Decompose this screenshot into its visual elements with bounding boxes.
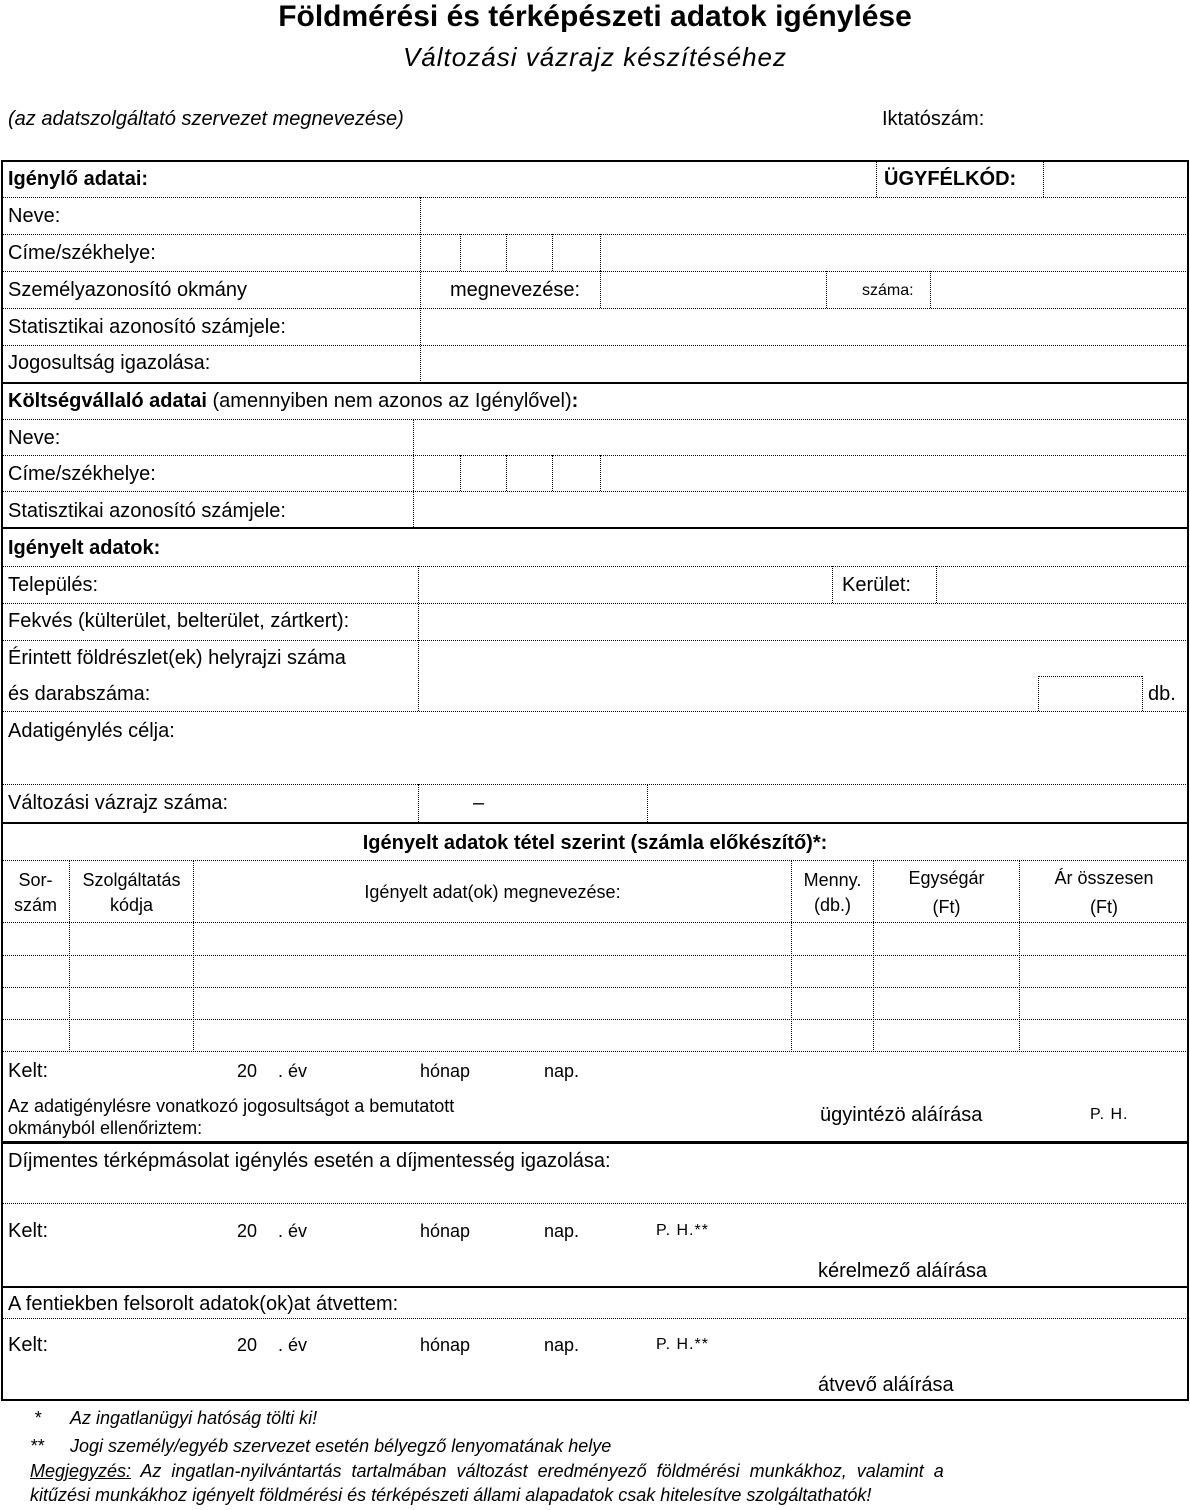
note-line1 — [30, 1461, 1075, 1482]
receipt-day-label: nap. — [544, 1335, 580, 1355]
col-serial-line2: szám — [13, 895, 57, 915]
applicant-stat-label: Statisztikai azonosító számjele: — [8, 316, 286, 338]
footnote-1-mark: * — [34, 1408, 42, 1428]
exemption-year-label: . év — [278, 1221, 308, 1241]
clerk-stamp-label: P. H. — [1090, 1106, 1129, 1123]
items-day-label: nap. — [544, 1061, 580, 1081]
receipt-stamp-label: P. H.** — [656, 1336, 709, 1353]
client-code-label: ÜGYFÉLKÓD: — [884, 168, 1017, 190]
items-month-label: hónap — [420, 1061, 471, 1081]
exemption-month-label: hónap — [420, 1221, 471, 1241]
applicant-heading: Igénylő adatai: — [8, 168, 149, 190]
exemption-year-prefix: 20 — [237, 1221, 258, 1241]
form-title: Földmérési és térképészeti adatok igénylése — [278, 0, 912, 33]
exemption-stamp-label: P. H.** — [656, 1222, 709, 1239]
payer-name-field[interactable] — [415, 421, 1186, 454]
col-quantity-line2: (db.) — [813, 895, 851, 915]
col-item-name: Igényelt adat(ok) megnevezése: — [364, 882, 621, 902]
sketch-number-label: Változási vázrajz száma: — [8, 792, 229, 814]
receipt-year-prefix: 20 — [237, 1335, 258, 1355]
id-document-label: Személyazonosító okmány — [8, 279, 248, 301]
col-total-line2: (Ft) — [1090, 897, 1118, 917]
items-year-prefix: 20 — [237, 1061, 258, 1081]
col-unit-price-line2: (Ft) — [932, 897, 961, 917]
payer-stat-label: Statisztikai azonosító számjele: — [8, 500, 286, 522]
pieces-unit: db. — [1148, 683, 1176, 705]
sketch-number-field[interactable] — [420, 786, 645, 820]
items-year-label: . év — [278, 1061, 308, 1081]
applicant-stat-field[interactable] — [422, 310, 1186, 343]
payer-heading-bold: Költségvállaló adatai — [8, 390, 207, 412]
receipt-month-label: hónap — [420, 1335, 471, 1355]
parcel-number-field[interactable] — [420, 642, 1036, 709]
table-row[interactable] — [2, 956, 1188, 987]
requested-heading: Igényelt adatok: — [8, 537, 161, 559]
col-unit-price-line1: Egységár — [908, 868, 985, 888]
check-text-line1: Az adatigénylésre vonatkozó jogosultságot a bemutatott — [8, 1096, 455, 1116]
col-serial-line1: Sor- — [18, 870, 53, 890]
exemption-heading: Díjmentes térképmásolat igénylés esetén a díjmentesség igazolása: — [8, 1150, 611, 1172]
items-heading: Igényelt adatok tétel szerint (számla előkészítő)*: — [362, 832, 828, 854]
receipt-year-label: . év — [278, 1335, 308, 1355]
purpose-label: Adatigénylés célja: — [8, 720, 175, 742]
provider-name-label: (az adatszolgáltató szervezet megnevezése) — [8, 108, 404, 130]
footnote-2-mark: ** — [30, 1436, 45, 1456]
payer-heading-note: (amennyiben nem azonos az Igénylővel) — [206, 390, 572, 412]
receipt-heading: A fentiekben felsorolt adatok(ok)at átvettem: — [8, 1293, 399, 1315]
district-label: Kerület: — [842, 574, 911, 596]
col-service-code-line2: kódja — [109, 895, 154, 915]
payer-name-label: Neve: — [8, 427, 61, 449]
settlement-label: Település: — [8, 574, 99, 596]
payer-address-field[interactable] — [602, 457, 1186, 489]
purpose-field[interactable] — [8, 748, 1186, 782]
applicant-name-field[interactable] — [422, 199, 1186, 232]
table-row[interactable] — [2, 923, 1188, 954]
note-text-line1: Az ingatlan-nyilvántartás tartalmában változást eredményező földmérési munkákhoz, valamint a — [131, 1461, 944, 1481]
payer-postcode-field[interactable] — [415, 457, 598, 489]
parcel-label-line1: Érintett földrészlet(ek) helyrajzi száma — [8, 647, 346, 669]
location-label: Fekvés (külterület, belterület, zártkert): — [8, 610, 350, 632]
sketch-number-dash: – — [473, 792, 485, 814]
receipt-date-label: Kelt: — [8, 1334, 49, 1356]
payer-heading-colon: : — [571, 390, 579, 412]
reg-number-label: Iktatószám: — [882, 108, 985, 130]
footnote-1-text: Az ingatlanügyi hatóság tölti ki! — [70, 1408, 318, 1428]
form-subtitle: Változási vázrajz készítéséhez — [402, 42, 788, 72]
table-row[interactable] — [2, 1020, 1188, 1051]
footnote-2-text: Jogi személy/egyéb szervezet esetén bélyegző lenyomatának helye — [70, 1436, 612, 1456]
client-code-field[interactable] — [1045, 162, 1187, 196]
id-document-name-label: megnevezése: — [450, 279, 581, 301]
id-document-number-label: száma: — [862, 282, 914, 299]
entitlement-label: Jogosultság igazolása: — [8, 352, 211, 374]
col-quantity-line1: Menny. — [803, 870, 862, 890]
table-row[interactable] — [2, 988, 1188, 1019]
settlement-field[interactable] — [420, 568, 830, 601]
payer-stat-field[interactable] — [415, 493, 1186, 526]
entitlement-field[interactable] — [422, 347, 1186, 381]
exemption-day-label: nap. — [544, 1221, 580, 1241]
district-field[interactable] — [938, 568, 1186, 601]
payer-address-label: Címe/székhelye: — [8, 463, 156, 485]
clerk-signature-label: ügyintézö aláírása — [820, 1104, 983, 1126]
applicant-postcode-field[interactable] — [422, 236, 598, 269]
note-label: Megjegyzés: — [30, 1461, 132, 1481]
col-service-code-line1: Szolgáltatás — [82, 870, 181, 890]
exemption-date-label: Kelt: — [8, 1220, 49, 1242]
applicant-address-label: Címe/székhelye: — [8, 242, 156, 264]
location-field[interactable] — [420, 605, 1186, 638]
parcel-label-line2: és darabszáma: — [8, 683, 151, 705]
parcel-count-field[interactable] — [1040, 678, 1140, 709]
applicant-signature-label: kérelmező aláírása — [818, 1260, 987, 1282]
note-line2: kitűzési munkákhoz igényelt földmérési és térképészeti állami alapadatok csak hitelesítve szolgáltathatók! — [30, 1485, 872, 1505]
exemption-field[interactable] — [8, 1176, 1186, 1202]
payer-heading — [8, 390, 578, 413]
applicant-address-field[interactable] — [602, 236, 1186, 269]
check-text-line2: okmányból ellenőriztem: — [8, 1118, 203, 1138]
applicant-name-label: Neve: — [8, 205, 61, 227]
col-total-line1: Ár összesen — [1054, 868, 1154, 888]
id-document-name-field[interactable] — [602, 273, 824, 306]
id-document-number-field[interactable] — [932, 273, 1186, 306]
items-date-label: Kelt: — [8, 1060, 49, 1082]
receiver-signature-label: átvevő aláírása — [818, 1374, 954, 1396]
